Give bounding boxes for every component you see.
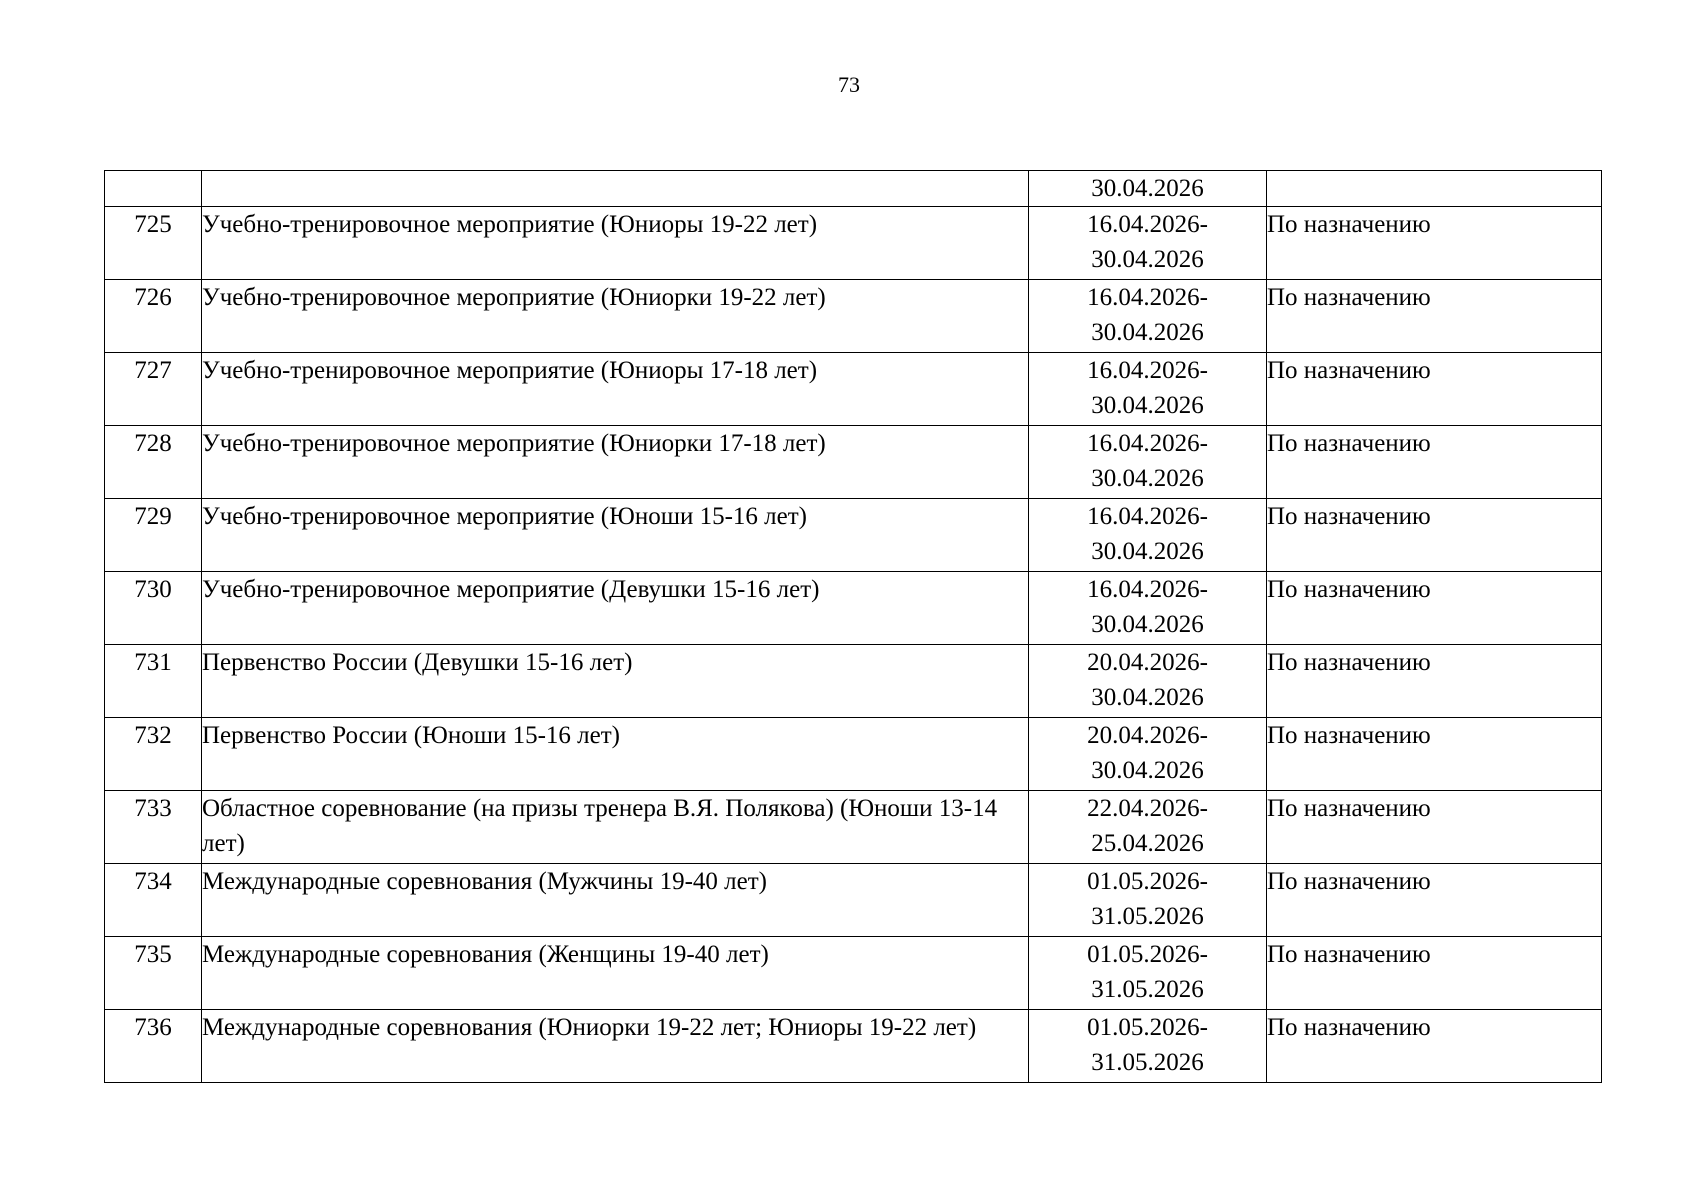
- table-row: [105, 791, 1602, 864]
- event-date-start: 01.05.2026-: [1087, 868, 1208, 895]
- event-dates: [1029, 426, 1267, 499]
- event-place: По назначению: [1267, 207, 1602, 280]
- event-name: Международные соревнования (Юниорки 19-22 лет; Юниоры 19-22 лет): [202, 1010, 1029, 1083]
- event-dates: [1029, 791, 1267, 864]
- row-number: 728: [105, 426, 202, 499]
- event-date-start: 01.05.2026-: [1087, 1014, 1208, 1041]
- event-name: Областное соревнование (на призы тренера В.Я. Полякова) (Юноши 13-14 лет): [202, 791, 1029, 864]
- event-name: Учебно-тренировочное мероприятие (Девушки 15-16 лет): [202, 572, 1029, 645]
- event-date-start: 16.04.2026-: [1087, 357, 1208, 384]
- event-dates: [1029, 864, 1267, 937]
- event-date-end: 30.04.2026: [1029, 171, 1267, 207]
- event-place: По назначению: [1267, 499, 1602, 572]
- row-number: 734: [105, 864, 202, 937]
- event-date-start: 16.04.2026-: [1087, 503, 1208, 530]
- event-date-end: 31.05.2026: [1091, 903, 1204, 930]
- event-place: По назначению: [1267, 718, 1602, 791]
- event-date-end: 30.04.2026: [1091, 684, 1204, 711]
- event-place: По назначению: [1267, 864, 1602, 937]
- event-dates: [1029, 280, 1267, 353]
- row-number: 725: [105, 207, 202, 280]
- event-date-start: 16.04.2026-: [1087, 211, 1208, 238]
- event-date-end: 31.05.2026: [1091, 1049, 1204, 1076]
- event-date-end: 30.04.2026: [1091, 465, 1204, 492]
- event-name: Учебно-тренировочное мероприятие (Юниорки 19-22 лет): [202, 280, 1029, 353]
- table-row: [105, 1010, 1602, 1083]
- event-name: Учебно-тренировочное мероприятие (Юниоры 19-22 лет): [202, 207, 1029, 280]
- table-row: [105, 718, 1602, 791]
- row-number: 736: [105, 1010, 202, 1083]
- event-place: По назначению: [1267, 280, 1602, 353]
- event-date-end: 30.04.2026: [1091, 246, 1204, 273]
- event-name: Первенство России (Девушки 15-16 лет): [202, 645, 1029, 718]
- event-name: Учебно-тренировочное мероприятие (Юниоры 17-18 лет): [202, 353, 1029, 426]
- event-place: По назначению: [1267, 1010, 1602, 1083]
- event-dates: [1029, 353, 1267, 426]
- table-row: [105, 645, 1602, 718]
- event-date-start: 16.04.2026-: [1087, 284, 1208, 311]
- event-date-end: 30.04.2026: [1091, 757, 1204, 784]
- schedule-table: [104, 170, 1602, 1083]
- event-name: Первенство России (Юноши 15-16 лет): [202, 718, 1029, 791]
- row-number: [105, 171, 202, 207]
- row-number: 729: [105, 499, 202, 572]
- continuation-row: [105, 171, 1602, 207]
- event-date-end: 25.04.2026: [1091, 830, 1204, 857]
- event-place: По назначению: [1267, 791, 1602, 864]
- event-place: По назначению: [1267, 426, 1602, 499]
- table-row: [105, 572, 1602, 645]
- event-date-start: 01.05.2026-: [1087, 941, 1208, 968]
- table-row: [105, 280, 1602, 353]
- event-date-start: 20.04.2026-: [1087, 722, 1208, 749]
- event-name: Учебно-тренировочное мероприятие (Юниорки 17-18 лет): [202, 426, 1029, 499]
- event-date-end: 30.04.2026: [1091, 611, 1204, 638]
- row-number: 727: [105, 353, 202, 426]
- row-number: 733: [105, 791, 202, 864]
- event-date-end: 30.04.2026: [1091, 319, 1204, 346]
- event-dates: [1029, 718, 1267, 791]
- event-name: [202, 171, 1029, 207]
- event-dates: [1029, 645, 1267, 718]
- event-date-start: 16.04.2026-: [1087, 576, 1208, 603]
- table-row: [105, 499, 1602, 572]
- table-row: [105, 353, 1602, 426]
- event-name: Международные соревнования (Мужчины 19-40 лет): [202, 864, 1029, 937]
- event-date-end: 30.04.2026: [1091, 538, 1204, 565]
- event-name: Учебно-тренировочное мероприятие (Юноши 15-16 лет): [202, 499, 1029, 572]
- event-date-end: 30.04.2026: [1091, 392, 1204, 419]
- event-date-end: 31.05.2026: [1091, 976, 1204, 1003]
- row-number: 731: [105, 645, 202, 718]
- event-dates: [1029, 1010, 1267, 1083]
- event-place: По назначению: [1267, 353, 1602, 426]
- table-row: [105, 864, 1602, 937]
- event-place: По назначению: [1267, 572, 1602, 645]
- event-dates: [1029, 937, 1267, 1010]
- schedule-table-body: [105, 171, 1602, 1083]
- row-number: 732: [105, 718, 202, 791]
- event-place: По назначению: [1267, 937, 1602, 1010]
- event-dates: [1029, 572, 1267, 645]
- event-date-start: 22.04.2026-: [1087, 795, 1208, 822]
- page-number: 73: [838, 72, 860, 97]
- table-row: [105, 207, 1602, 280]
- event-place: По назначению: [1267, 645, 1602, 718]
- event-dates: [1029, 499, 1267, 572]
- row-number: 735: [105, 937, 202, 1010]
- row-number: 726: [105, 280, 202, 353]
- table-row: [105, 426, 1602, 499]
- table-row: [105, 937, 1602, 1010]
- row-number: 730: [105, 572, 202, 645]
- event-date-start: 20.04.2026-: [1087, 649, 1208, 676]
- event-name: Международные соревнования (Женщины 19-40 лет): [202, 937, 1029, 1010]
- event-dates: [1029, 207, 1267, 280]
- event-date-start: 16.04.2026-: [1087, 430, 1208, 457]
- event-place: [1267, 171, 1602, 207]
